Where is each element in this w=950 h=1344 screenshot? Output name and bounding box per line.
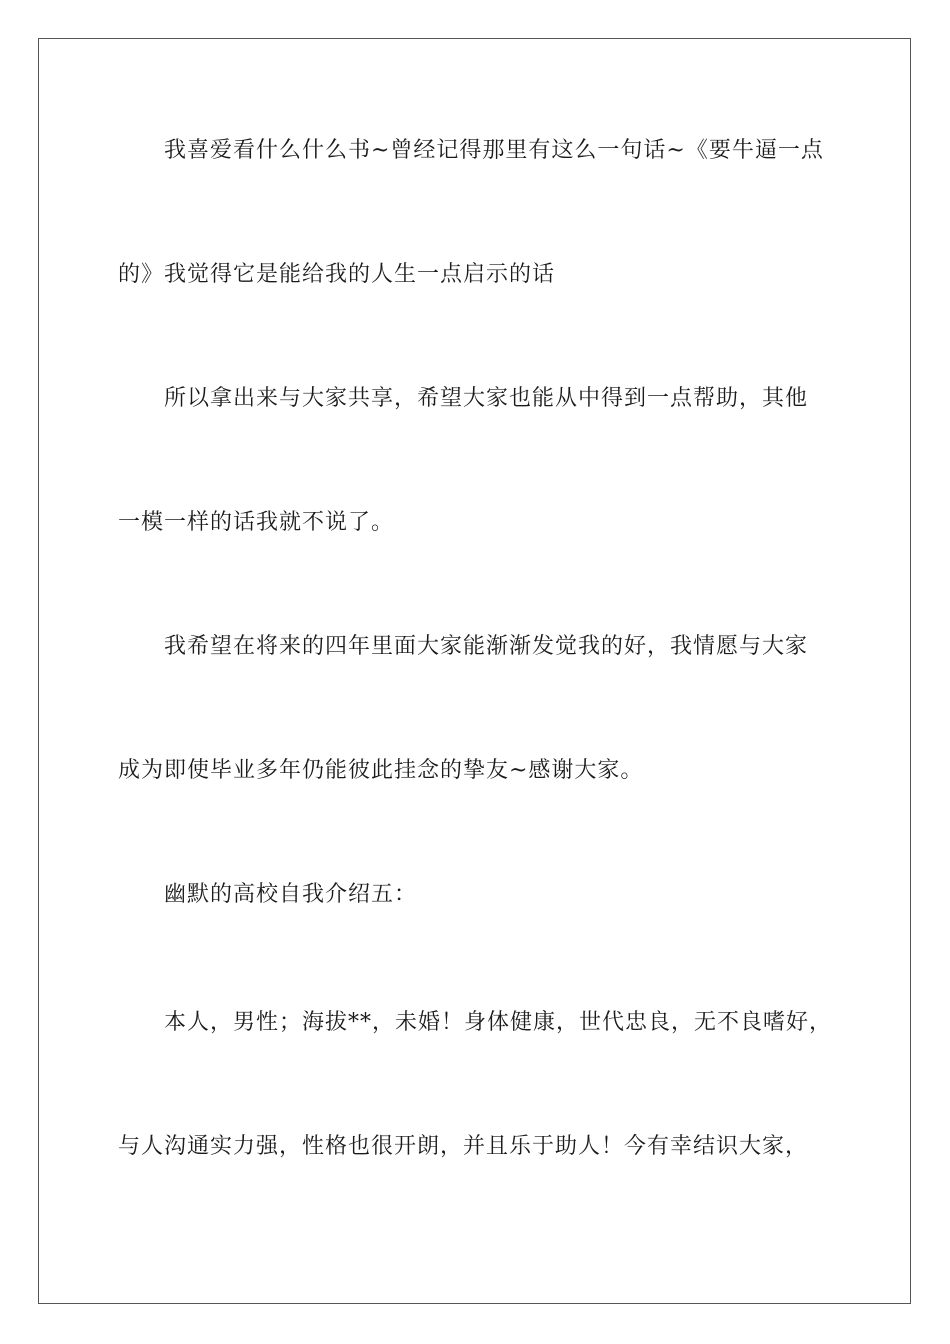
section-heading: 幽默的高校自我介绍五： — [164, 882, 418, 907]
paragraph-1-line-1: 我喜爱看什么什么书~曾经记得那里有这么一句话~《要牛逼一点 — [164, 138, 824, 163]
paragraph-1-line-2: 的》我觉得它是能给我的人生一点启示的话 — [118, 262, 556, 287]
paragraph-3-line-1: 我希望在将来的四年里面大家能渐渐发觉我的好，我情愿与大家 — [164, 634, 809, 659]
paragraph-2-line-2: 一模一样的话我就不说了。 — [118, 510, 395, 535]
paragraph-4-line-1: 本人，男性；海拔**，未婚！身体健康，世代忠良，无不良嗜好， — [164, 1010, 833, 1035]
paragraph-4-line-2: 与人沟通实力强，性格也很开朗，并且乐于助人！今有幸结识大家， — [118, 1134, 809, 1159]
paragraph-2-line-1: 所以拿出来与大家共享，希望大家也能从中得到一点帮助，其他 — [164, 386, 809, 411]
page-frame — [38, 38, 911, 1304]
paragraph-3-line-2: 成为即使毕业多年仍能彼此挂念的挚友~感谢大家。 — [118, 758, 644, 783]
